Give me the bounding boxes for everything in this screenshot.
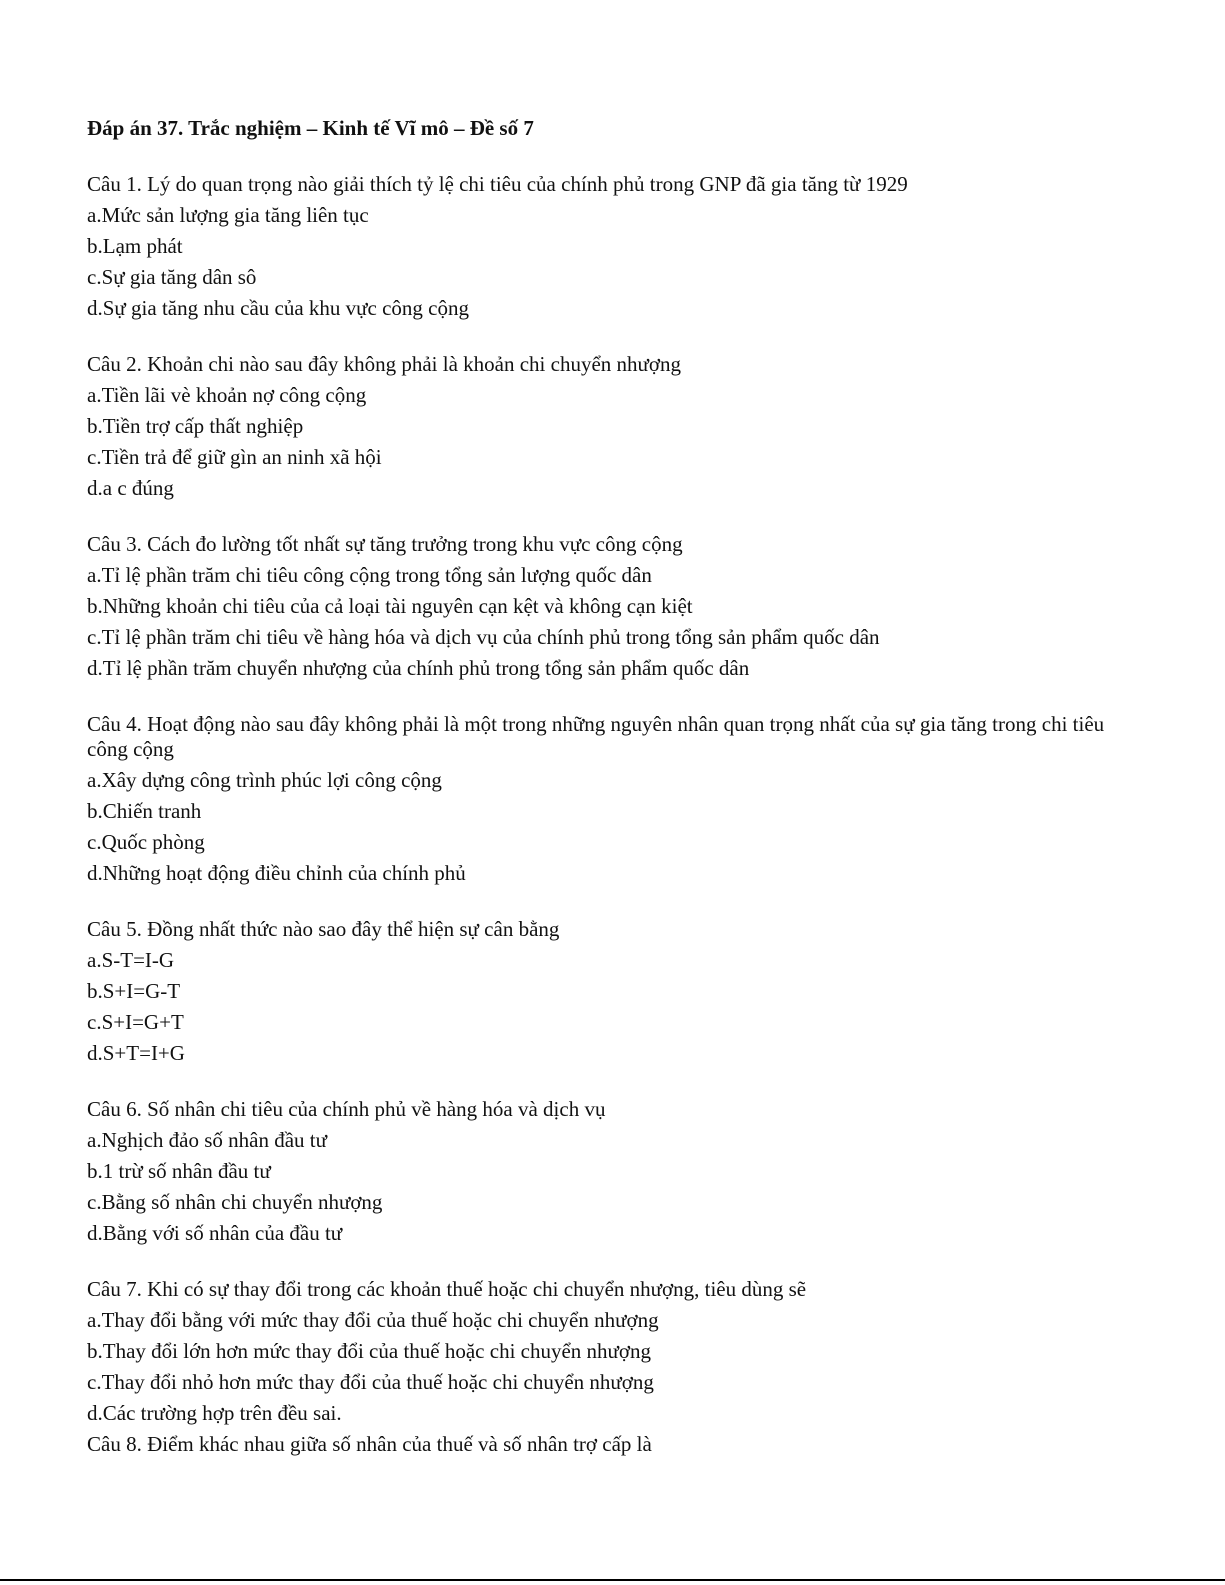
option-d: d.Những hoạt động điều chỉnh của chính phủ <box>87 861 466 885</box>
option-a: a.Xây dựng công trình phúc lợi công cộng <box>87 768 442 792</box>
option-d: d.Các trường hợp trên đều sai. <box>87 1401 342 1425</box>
option-b: b.Những khoản chi tiêu của cả loại tài nguyên cạn kệt và không cạn kiệt <box>87 594 693 618</box>
option-a: a.S-T=I-G <box>87 948 175 972</box>
option-b: b.S+I=G-T <box>87 979 181 1003</box>
option-b: b.Thay đổi lớn hơn mức thay đổi của thuế hoặc chi chuyển nhượng <box>87 1339 652 1363</box>
question-2 <box>87 349 1137 504</box>
option-c: c.Tiền trả để giữ gìn an ninh xã hội <box>87 445 382 469</box>
question-7 <box>87 1274 1137 1429</box>
option-c: c.Tỉ lệ phần trăm chi tiêu về hàng hóa và dịch vụ của chính phủ trong tổng sản phẩm quốc dân <box>87 625 880 649</box>
option-a: a.Thay đổi bằng với mức thay đổi của thuế hoặc chi chuyển nhượng <box>87 1308 659 1332</box>
option-d: d.S+T=I+G <box>87 1041 185 1065</box>
question-5 <box>87 914 1137 1069</box>
question-text: Câu 6. Số nhân chi tiêu của chính phủ về hàng hóa và dịch vụ <box>87 1097 606 1121</box>
question-8 <box>87 1429 1137 1460</box>
option-c: c.S+I=G+T <box>87 1010 184 1034</box>
question-3 <box>87 529 1137 684</box>
question-text: Câu 3. Cách đo lường tốt nhất sự tăng trưởng trong khu vực công cộng <box>87 532 683 556</box>
option-d: d.Tỉ lệ phần trăm chuyển nhượng của chính phủ trong tổng sản phẩm quốc dân <box>87 656 750 680</box>
option-d: d.Bằng với số nhân của đầu tư <box>87 1221 343 1245</box>
option-a: a.Tỉ lệ phần trăm chi tiêu công cộng trong tổng sản lượng quốc dân <box>87 563 652 587</box>
option-b: b.Chiến tranh <box>87 799 202 823</box>
question-text: Câu 2. Khoản chi nào sau đây không phải là khoản chi chuyển nhượng <box>87 352 682 376</box>
option-d: d.a c đúng <box>87 476 174 500</box>
question-text: Câu 4. Hoạt động nào sau đây không phải là một trong những nguyên nhân quan trọng nhất của sự gia tăng trong chi tiêu công cộng <box>87 712 1105 761</box>
option-c: c.Bằng số nhân chi chuyển nhượng <box>87 1190 383 1214</box>
question-text: Câu 7. Khi có sự thay đổi trong các khoản thuế hoặc chi chuyển nhượng, tiêu dùng sẽ <box>87 1277 807 1301</box>
option-b: b.Lạm phát <box>87 234 183 258</box>
document-content <box>87 113 1137 1460</box>
question-text: Câu 5. Đồng nhất thức nào sao đây thể hiện sự cân bằng <box>87 917 560 941</box>
option-b: b.1 trừ số nhân đầu tư <box>87 1159 271 1183</box>
option-c: c.Sự gia tăng dân sô <box>87 265 257 289</box>
question-6 <box>87 1094 1137 1249</box>
option-a: a.Mức sản lượng gia tăng liên tục <box>87 203 369 227</box>
question-1 <box>87 169 1137 324</box>
question-text: Câu 8. Điểm khác nhau giữa số nhân của thuế và số nhân trợ cấp là <box>87 1432 652 1456</box>
question-text: Câu 1. Lý do quan trọng nào giải thích tỷ lệ chi tiêu của chính phủ trong GNP đã gia tăng từ 1929 <box>87 172 908 196</box>
option-d: d.Sự gia tăng nhu cầu của khu vực công cộng <box>87 296 469 320</box>
option-c: c.Quốc phòng <box>87 830 205 854</box>
option-b: b.Tiền trợ cấp thất nghiệp <box>87 414 304 438</box>
document-title: Đáp án 37. Trắc nghiệm – Kinh tế Vĩ mô – Đề số 7 <box>87 116 534 140</box>
option-a: a.Nghịch đảo số nhân đầu tư <box>87 1128 327 1152</box>
option-c: c.Thay đổi nhỏ hơn mức thay đổi của thuế hoặc chi chuyển nhượng <box>87 1370 654 1394</box>
option-a: a.Tiền lãi vè khoản nợ công cộng <box>87 383 367 407</box>
page-bottom-rule <box>0 1579 1225 1581</box>
question-4 <box>87 709 1137 889</box>
